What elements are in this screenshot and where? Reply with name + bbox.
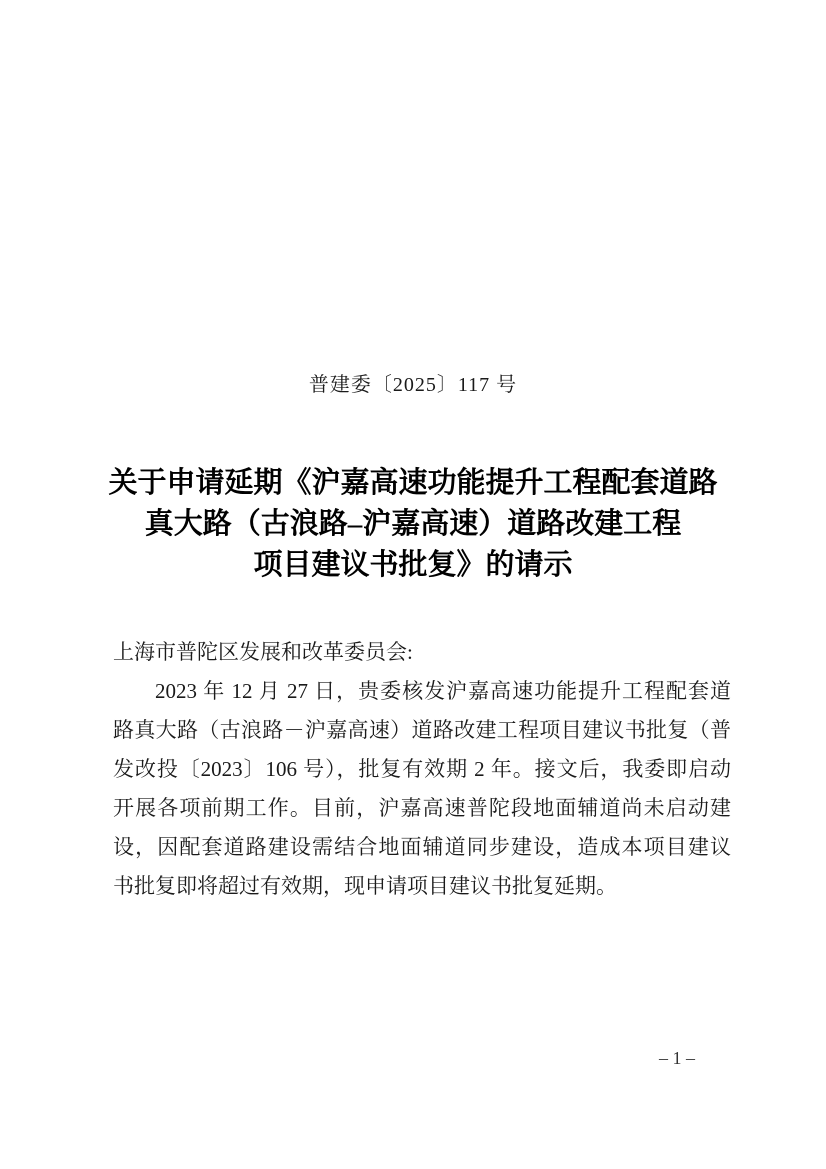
salutation: 上海市普陀区发展和改革委员会: xyxy=(113,640,413,664)
body-line: 发改投〔2023〕106 号），批复有效期 2 年。接文后，我委即启动 xyxy=(113,757,731,781)
body-paragraph xyxy=(113,672,731,906)
title-line: 项目建议书批复》的请示 xyxy=(253,549,573,581)
title-line: 真大路（古浪路–沪嘉高速）道路改建工程 xyxy=(144,508,682,540)
page-number: – 1 – xyxy=(659,1048,695,1068)
body-line: 开展各项前期工作。目前，沪嘉高速普陀段地面辅道尚未启动建 xyxy=(113,796,731,820)
document-number: 普建委〔2025〕117 号 xyxy=(308,374,518,396)
body-line: 书批复即将超过有效期，现申请项目建议书批复延期。 xyxy=(113,874,617,898)
body-line: 2023 年 12 月 27 日，贵委核发沪嘉高速功能提升工程配套道 xyxy=(155,679,731,703)
body-line: 路真大路（古浪路－沪嘉高速）道路改建工程项目建议书批复（普 xyxy=(113,718,731,742)
document-title xyxy=(0,463,826,586)
title-line: 关于申请延期《沪嘉高速功能提升工程配套道路 xyxy=(108,467,718,499)
body-line: 设，因配套道路建设需结合地面辅道同步建设，造成本项目建议 xyxy=(113,835,731,859)
